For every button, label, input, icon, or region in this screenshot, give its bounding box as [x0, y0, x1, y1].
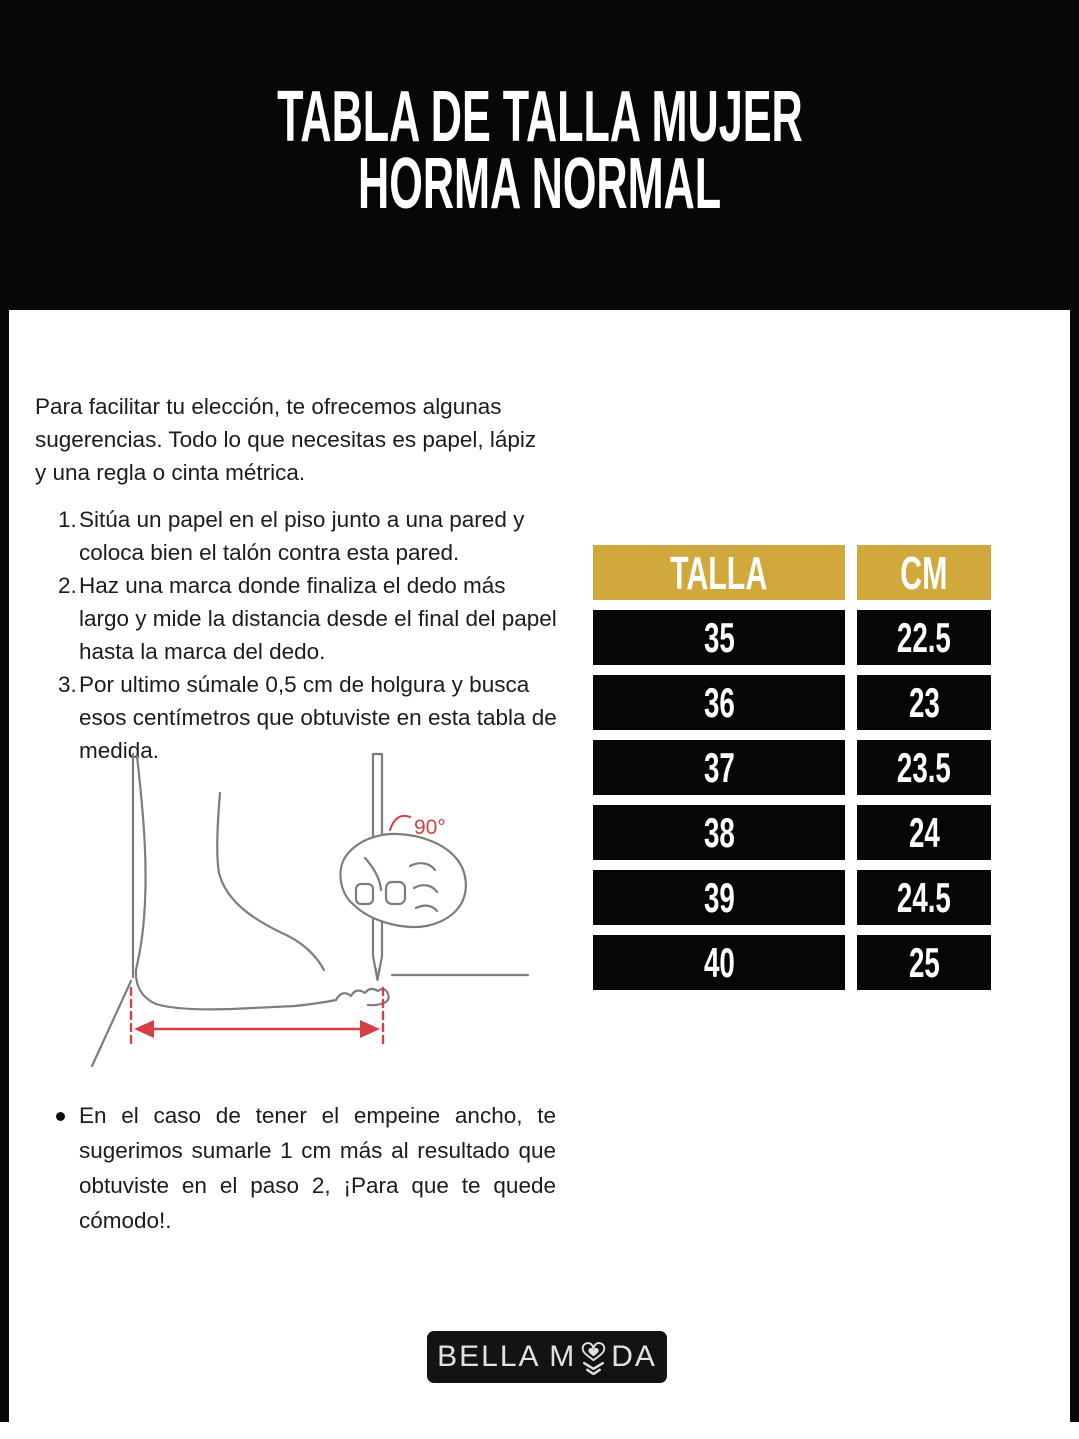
hand-outline	[340, 834, 465, 927]
table-row-size-39	[593, 870, 845, 925]
table-row-size-36	[593, 675, 845, 730]
cm-value: 23.5	[897, 743, 951, 791]
angle-arc	[390, 816, 410, 830]
foot-measure-illustration	[70, 748, 542, 1070]
size-table-header-cm	[857, 545, 991, 600]
note-bullet-item	[56, 1098, 556, 1238]
page-title-line1: TABLA DE TALLA MUJER	[276, 77, 803, 157]
step-2: Haz una marca donde finaliza el dedo más largo y mide la distancia desde el final del papel hasta la marca del dedo.	[79, 573, 557, 664]
logo-text-right: DA	[611, 1340, 657, 1373]
size-value: 38	[703, 808, 735, 856]
size-value: 40	[703, 938, 735, 986]
size-value: 39	[703, 873, 735, 921]
step-1: Sitúa un papel en el piso junto a una pared y coloca bien el talón contra esta pared.	[79, 507, 525, 565]
frame-border-right	[1070, 310, 1079, 1422]
cm-value: 24	[908, 808, 940, 856]
page-title-line2: HORMA NORMAL	[357, 144, 722, 224]
table-row-cm-40	[857, 935, 991, 990]
cm-value: 22.5	[897, 613, 951, 661]
step-3: Por ultimo súmale 0,5 cm de holgura y busca esos centímetros que obtuviste en esta tabla de medida.	[79, 672, 557, 763]
size-value: 37	[703, 743, 735, 791]
foot-outline	[136, 756, 336, 1009]
cm-value: 23	[908, 678, 940, 726]
intro-paragraph: Para facilitar tu elección, te ofrecemos algunas sugerencias. Todo lo que necesitas es papel, lápiz y una regla o cinta métrica.	[35, 394, 537, 485]
instruction-steps	[36, 503, 560, 767]
table-row-cm-39	[857, 870, 991, 925]
toes-outline	[336, 989, 389, 1005]
cm-value: 25	[908, 938, 940, 986]
size-value: 36	[703, 678, 735, 726]
size-value: 35	[703, 613, 735, 661]
table-row-size-35	[593, 610, 845, 665]
table-row-cm-37	[857, 740, 991, 795]
table-row-size-40	[593, 935, 845, 990]
header-talla-label: TALLA	[670, 546, 768, 599]
arrow-head-right	[360, 1020, 380, 1038]
frame-border-left	[0, 310, 9, 1422]
wall-diagonal-line	[92, 981, 131, 1066]
note-text: En el caso de tener el empeine ancho, te sugerimos sumarle 1 cm más al resultado que obtuviste en el paso 2, ¡Para que te quede cómodo!.	[79, 1103, 556, 1233]
arrow-head-left	[134, 1020, 154, 1038]
table-row-size-38	[593, 805, 845, 860]
heart-icon	[580, 1340, 607, 1375]
header-cm-label: CM	[900, 546, 948, 599]
header-banner	[0, 0, 1079, 310]
logo-text-left: BELLA M	[437, 1340, 577, 1373]
bullet-dot	[56, 1112, 65, 1121]
cm-value: 24.5	[897, 873, 951, 921]
page-title	[0, 0, 1079, 224]
angle-label: 90°	[414, 816, 446, 839]
instep-outline	[217, 793, 324, 970]
size-table	[593, 545, 991, 990]
table-row-cm-38	[857, 805, 991, 860]
brand-logo	[427, 1331, 667, 1383]
table-row-cm-35	[857, 610, 991, 665]
table-row-cm-36	[857, 675, 991, 730]
table-row-size-37	[593, 740, 845, 795]
size-table-header-talla	[593, 545, 845, 600]
